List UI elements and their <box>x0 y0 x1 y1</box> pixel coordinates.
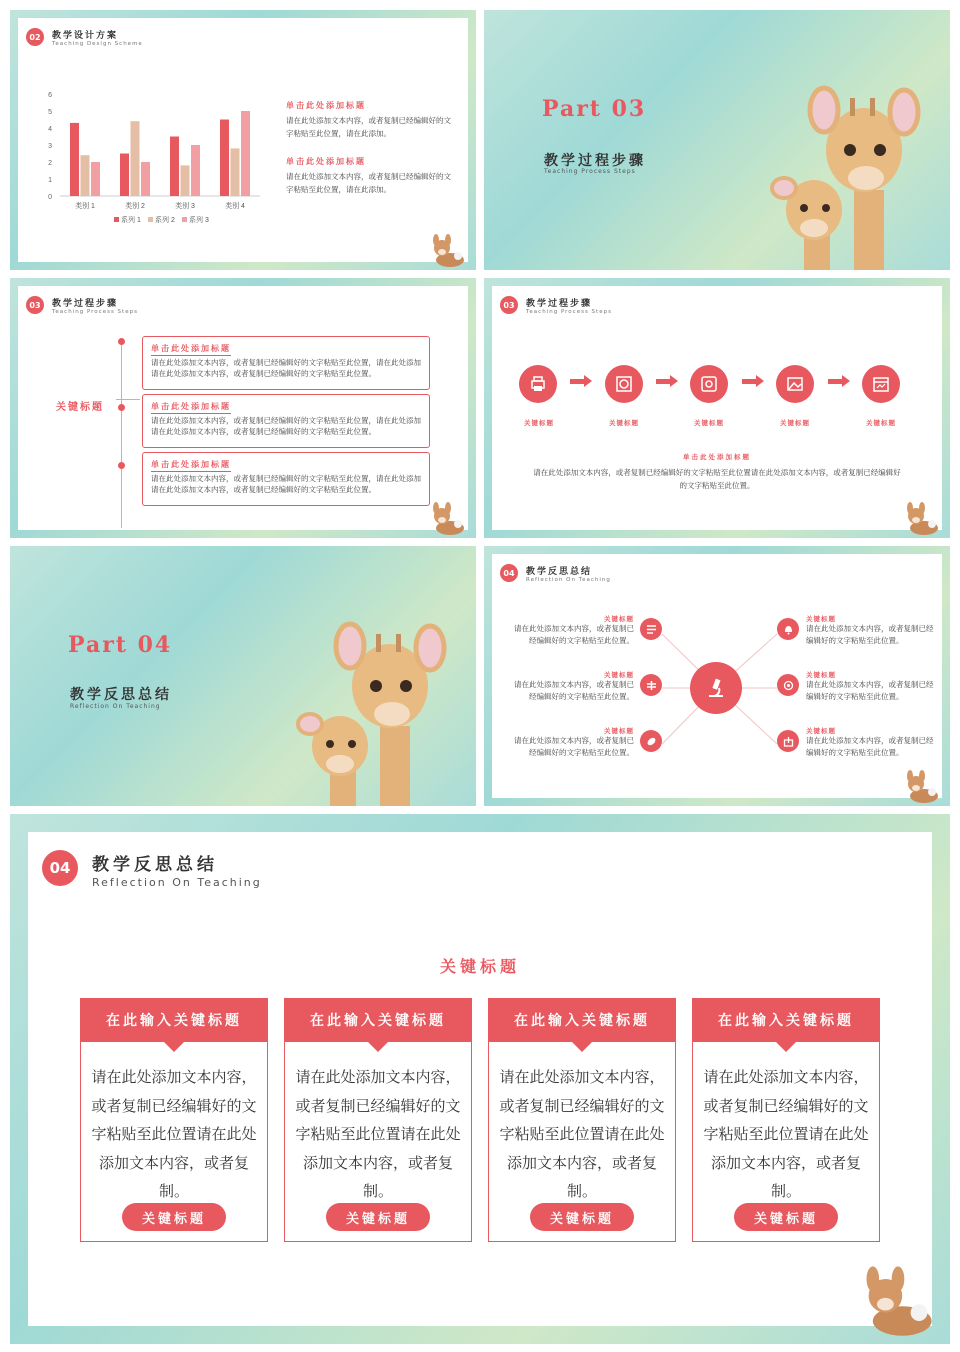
fawn-illustration <box>902 500 942 536</box>
slide-subtitle: Teaching Process Steps <box>52 309 138 315</box>
item-body: 请在此处添加文本内容，或者复制已经编辑好的文字粘贴至此位置。 <box>806 736 934 757</box>
share-icon <box>783 736 794 747</box>
card-key-button[interactable]: 关键标题 <box>122 1203 226 1231</box>
card-key-button[interactable]: 关键标题 <box>734 1203 838 1231</box>
flow-body: 请在此处添加文本内容，或者复制已经编辑好的文字粘贴至此位置请在此处添加文本内容，或者复制已经编辑好的文字粘贴至此位置。 <box>533 468 901 490</box>
text-block-2 <box>286 156 458 196</box>
list-icon <box>646 624 657 635</box>
card-body: 请在此处添加文本内容，或者复制已经编辑好的文字粘贴至此位置请在此处添加文本内容，或者复制。 <box>703 1068 869 1200</box>
fawn-illustration <box>428 232 468 268</box>
text-block-heading: 单击此处添加标题 <box>286 101 366 110</box>
card-key-button[interactable]: 关键标题 <box>530 1203 634 1231</box>
item-heading: 关键标题 <box>806 727 836 735</box>
slide-reflection-hub <box>484 546 950 806</box>
bar <box>141 162 150 196</box>
text-block-heading: 单击此处添加标题 <box>286 157 366 166</box>
y-tick-label: 4 <box>48 126 52 133</box>
card-heading: 在此输入关键标题 <box>80 998 268 1042</box>
text-block-body: 请在此处添加文本内容，或者复制已经编辑好的文字粘贴至此位置，请在此添加。 <box>286 116 451 138</box>
card-body: 请在此处添加文本内容，或者复制已经编辑好的文字粘贴至此位置请在此处添加文本内容，或者复制。 <box>91 1068 257 1200</box>
bar <box>170 137 179 197</box>
slide-panel <box>18 286 468 530</box>
step-label: 关键标题 <box>694 419 724 427</box>
left-item <box>508 726 634 759</box>
slide-subtitle: Teaching Process Steps <box>526 309 612 315</box>
slide-design-scheme <box>10 10 476 270</box>
plus-icon <box>646 680 657 691</box>
y-tick-label: 5 <box>48 109 52 116</box>
text-block-1 <box>286 100 458 140</box>
y-tick-label: 3 <box>48 143 52 150</box>
plate-icon <box>615 375 633 393</box>
slide-subtitle: Reflection On Teaching <box>526 577 611 583</box>
legend-swatch <box>114 217 119 222</box>
list-item-heading: 单击此处添加标题 <box>151 401 231 414</box>
section-badge: 04 <box>500 564 518 582</box>
y-tick-label: 1 <box>48 177 52 184</box>
item-circle <box>640 618 662 640</box>
bar <box>120 154 129 197</box>
fawn-illustration <box>902 768 942 804</box>
item-heading: 关键标题 <box>806 671 836 679</box>
card-body: 请在此处添加文本内容，或者复制已经编辑好的文字粘贴至此位置请在此处添加文本内容，或者复制。 <box>499 1068 665 1200</box>
section-badge: 02 <box>26 28 44 46</box>
arrow-right-icon <box>742 379 756 384</box>
arrow-right-icon <box>842 375 850 387</box>
item-circle <box>640 674 662 696</box>
part-label: Part 03 <box>542 96 647 122</box>
card-heading: 在此输入关键标题 <box>284 998 472 1042</box>
list-item-body: 请在此处添加文本内容，或者复制已经编辑好的文字粘贴至此位置，请在此处添加请在此处添加文本内容，或者复制已经编辑好的文字粘贴至此位置。 <box>151 358 421 378</box>
section-title: 教学过程步骤 <box>544 153 646 169</box>
card-body: 请在此处添加文本内容，或者复制已经编辑好的文字粘贴至此位置请在此处添加文本内容，或者复制。 <box>295 1068 461 1200</box>
step-label: 关键标题 <box>609 419 639 427</box>
slide-title: 教学设计方案 <box>52 31 119 41</box>
slide-title: 教学过程步骤 <box>52 299 119 309</box>
bar <box>181 165 190 196</box>
timeline-line <box>121 338 122 528</box>
info-card <box>80 998 268 1242</box>
item-heading: 关键标题 <box>604 615 634 623</box>
list-item-body: 请在此处添加文本内容，或者复制已经编辑好的文字粘贴至此位置，请在此处添加请在此处添加文本内容，或者复制已经编辑好的文字粘贴至此位置。 <box>151 474 421 494</box>
flow-heading: 单击此处添加标题 <box>683 453 751 461</box>
slide-part-04 <box>10 546 476 806</box>
item-heading: 关键标题 <box>604 671 634 679</box>
slide-panel <box>18 18 468 262</box>
bar <box>131 121 140 196</box>
item-body: 请在此处添加文本内容，或者复制已经编辑好的文字粘贴至此位置。 <box>514 736 634 757</box>
list-item <box>142 394 430 448</box>
section-badge: 03 <box>500 296 518 314</box>
center-hub <box>690 662 742 714</box>
part-label: Part 04 <box>68 632 173 658</box>
item-body: 请在此处添加文本内容，或者复制已经编辑好的文字粘贴至此位置。 <box>514 624 634 645</box>
item-body: 请在此处添加文本内容，或者复制已经编辑好的文字粘贴至此位置。 <box>806 624 934 645</box>
right-item <box>806 726 934 759</box>
list-item-heading: 单击此处添加标题 <box>151 459 231 472</box>
slide-process-list <box>10 278 476 538</box>
slide-reflection-cards <box>10 814 950 1344</box>
key-title: 关键标题 <box>439 957 520 976</box>
slide-subtitle: Reflection On Teaching <box>92 876 262 889</box>
legend-swatch <box>148 217 153 222</box>
left-item <box>508 670 634 703</box>
key-label: 关键标题 <box>56 402 104 413</box>
legend-label: 系列 1 <box>121 217 141 224</box>
target-icon <box>783 680 794 691</box>
fawn-illustration <box>428 500 468 536</box>
timeline-connector <box>116 399 140 400</box>
leaf-icon <box>646 736 657 747</box>
y-tick-label: 0 <box>48 194 52 201</box>
list-item <box>142 336 430 390</box>
x-tick-label: 类别 1 <box>75 203 95 210</box>
arrow-right-icon <box>756 375 764 387</box>
card-heading: 在此输入关键标题 <box>692 998 880 1042</box>
calendar-icon <box>872 375 890 393</box>
item-heading: 关键标题 <box>604 727 634 735</box>
bar <box>81 155 90 196</box>
safe-icon <box>700 375 718 393</box>
fawn-illustration <box>856 1262 940 1338</box>
item-heading: 关键标题 <box>806 615 836 623</box>
giraffe-illustration <box>754 80 934 270</box>
step-circle <box>776 365 814 403</box>
card-key-button[interactable]: 关键标题 <box>326 1203 430 1231</box>
list-item <box>142 452 430 506</box>
step-circle <box>519 365 557 403</box>
microscope-icon <box>704 676 728 700</box>
section-subtitle: Teaching Process Steps <box>544 168 636 175</box>
arrow-right-icon <box>656 379 670 384</box>
text-block-body: 请在此处添加文本内容，或者复制已经编辑好的文字粘贴至此位置，请在此添加。 <box>286 172 451 194</box>
timeline-dot <box>118 462 125 469</box>
section-badge: 04 <box>42 850 78 886</box>
item-body: 请在此处添加文本内容，或者复制已经编辑好的文字粘贴至此位置。 <box>514 680 634 701</box>
arrow-right-icon <box>570 379 584 384</box>
step-circle <box>605 365 643 403</box>
right-item <box>806 670 934 703</box>
bar <box>191 145 200 196</box>
x-tick-label: 类别 4 <box>225 203 245 210</box>
legend-swatch <box>182 217 187 222</box>
step-circle <box>862 365 900 403</box>
bar <box>220 120 229 197</box>
timeline-dot <box>118 338 125 345</box>
left-item <box>508 614 634 647</box>
arrow-right-icon <box>828 379 842 384</box>
info-card <box>284 998 472 1242</box>
slide-part-03 <box>484 10 950 270</box>
item-circle <box>777 674 799 696</box>
list-item-heading: 单击此处添加标题 <box>151 343 231 356</box>
legend-label: 系列 3 <box>189 217 209 224</box>
slide-panel <box>28 832 932 1326</box>
bell-icon <box>783 624 794 635</box>
slide-panel <box>492 554 942 798</box>
info-card <box>488 998 676 1242</box>
item-circle <box>777 730 799 752</box>
giraffe-illustration <box>280 616 460 806</box>
bar <box>241 111 250 196</box>
arrow-right-icon <box>670 375 678 387</box>
item-circle <box>777 618 799 640</box>
section-badge: 03 <box>26 296 44 314</box>
image-icon <box>786 375 804 393</box>
section-title: 教学反思总结 <box>70 687 172 703</box>
bar <box>231 148 240 196</box>
step-circle <box>690 365 728 403</box>
slide-title: 教学过程步骤 <box>526 299 593 309</box>
printer-icon <box>529 375 547 393</box>
x-tick-label: 类别 3 <box>175 203 195 210</box>
x-tick-label: 类别 2 <box>125 203 145 210</box>
step-label: 关键标题 <box>780 419 810 427</box>
bar <box>70 123 79 196</box>
card-heading: 在此输入关键标题 <box>488 998 676 1042</box>
slide-title: 教学反思总结 <box>92 855 218 875</box>
slide-panel <box>492 286 942 530</box>
y-tick-label: 2 <box>48 160 52 167</box>
item-circle <box>640 730 662 752</box>
legend-label: 系列 2 <box>155 217 175 224</box>
list-item-body: 请在此处添加文本内容，或者复制已经编辑好的文字粘贴至此位置，请在此处添加请在此处添加文本内容，或者复制已经编辑好的文字粘贴至此位置。 <box>151 416 421 436</box>
bar <box>91 162 100 196</box>
step-label: 关键标题 <box>524 419 554 427</box>
timeline-dot <box>118 404 125 411</box>
item-body: 请在此处添加文本内容，或者复制已经编辑好的文字粘贴至此位置。 <box>806 680 934 701</box>
slide-process-flow <box>484 278 950 538</box>
slide-subtitle: Teaching Design Scheme <box>52 41 143 47</box>
section-subtitle: Reflection On Teaching <box>70 703 161 710</box>
right-item <box>806 614 934 647</box>
arrow-right-icon <box>584 375 592 387</box>
bar-chart <box>38 88 268 238</box>
y-tick-label: 6 <box>48 92 52 99</box>
step-label: 关键标题 <box>866 419 896 427</box>
info-card <box>692 998 880 1242</box>
slide-title: 教学反思总结 <box>526 567 593 577</box>
